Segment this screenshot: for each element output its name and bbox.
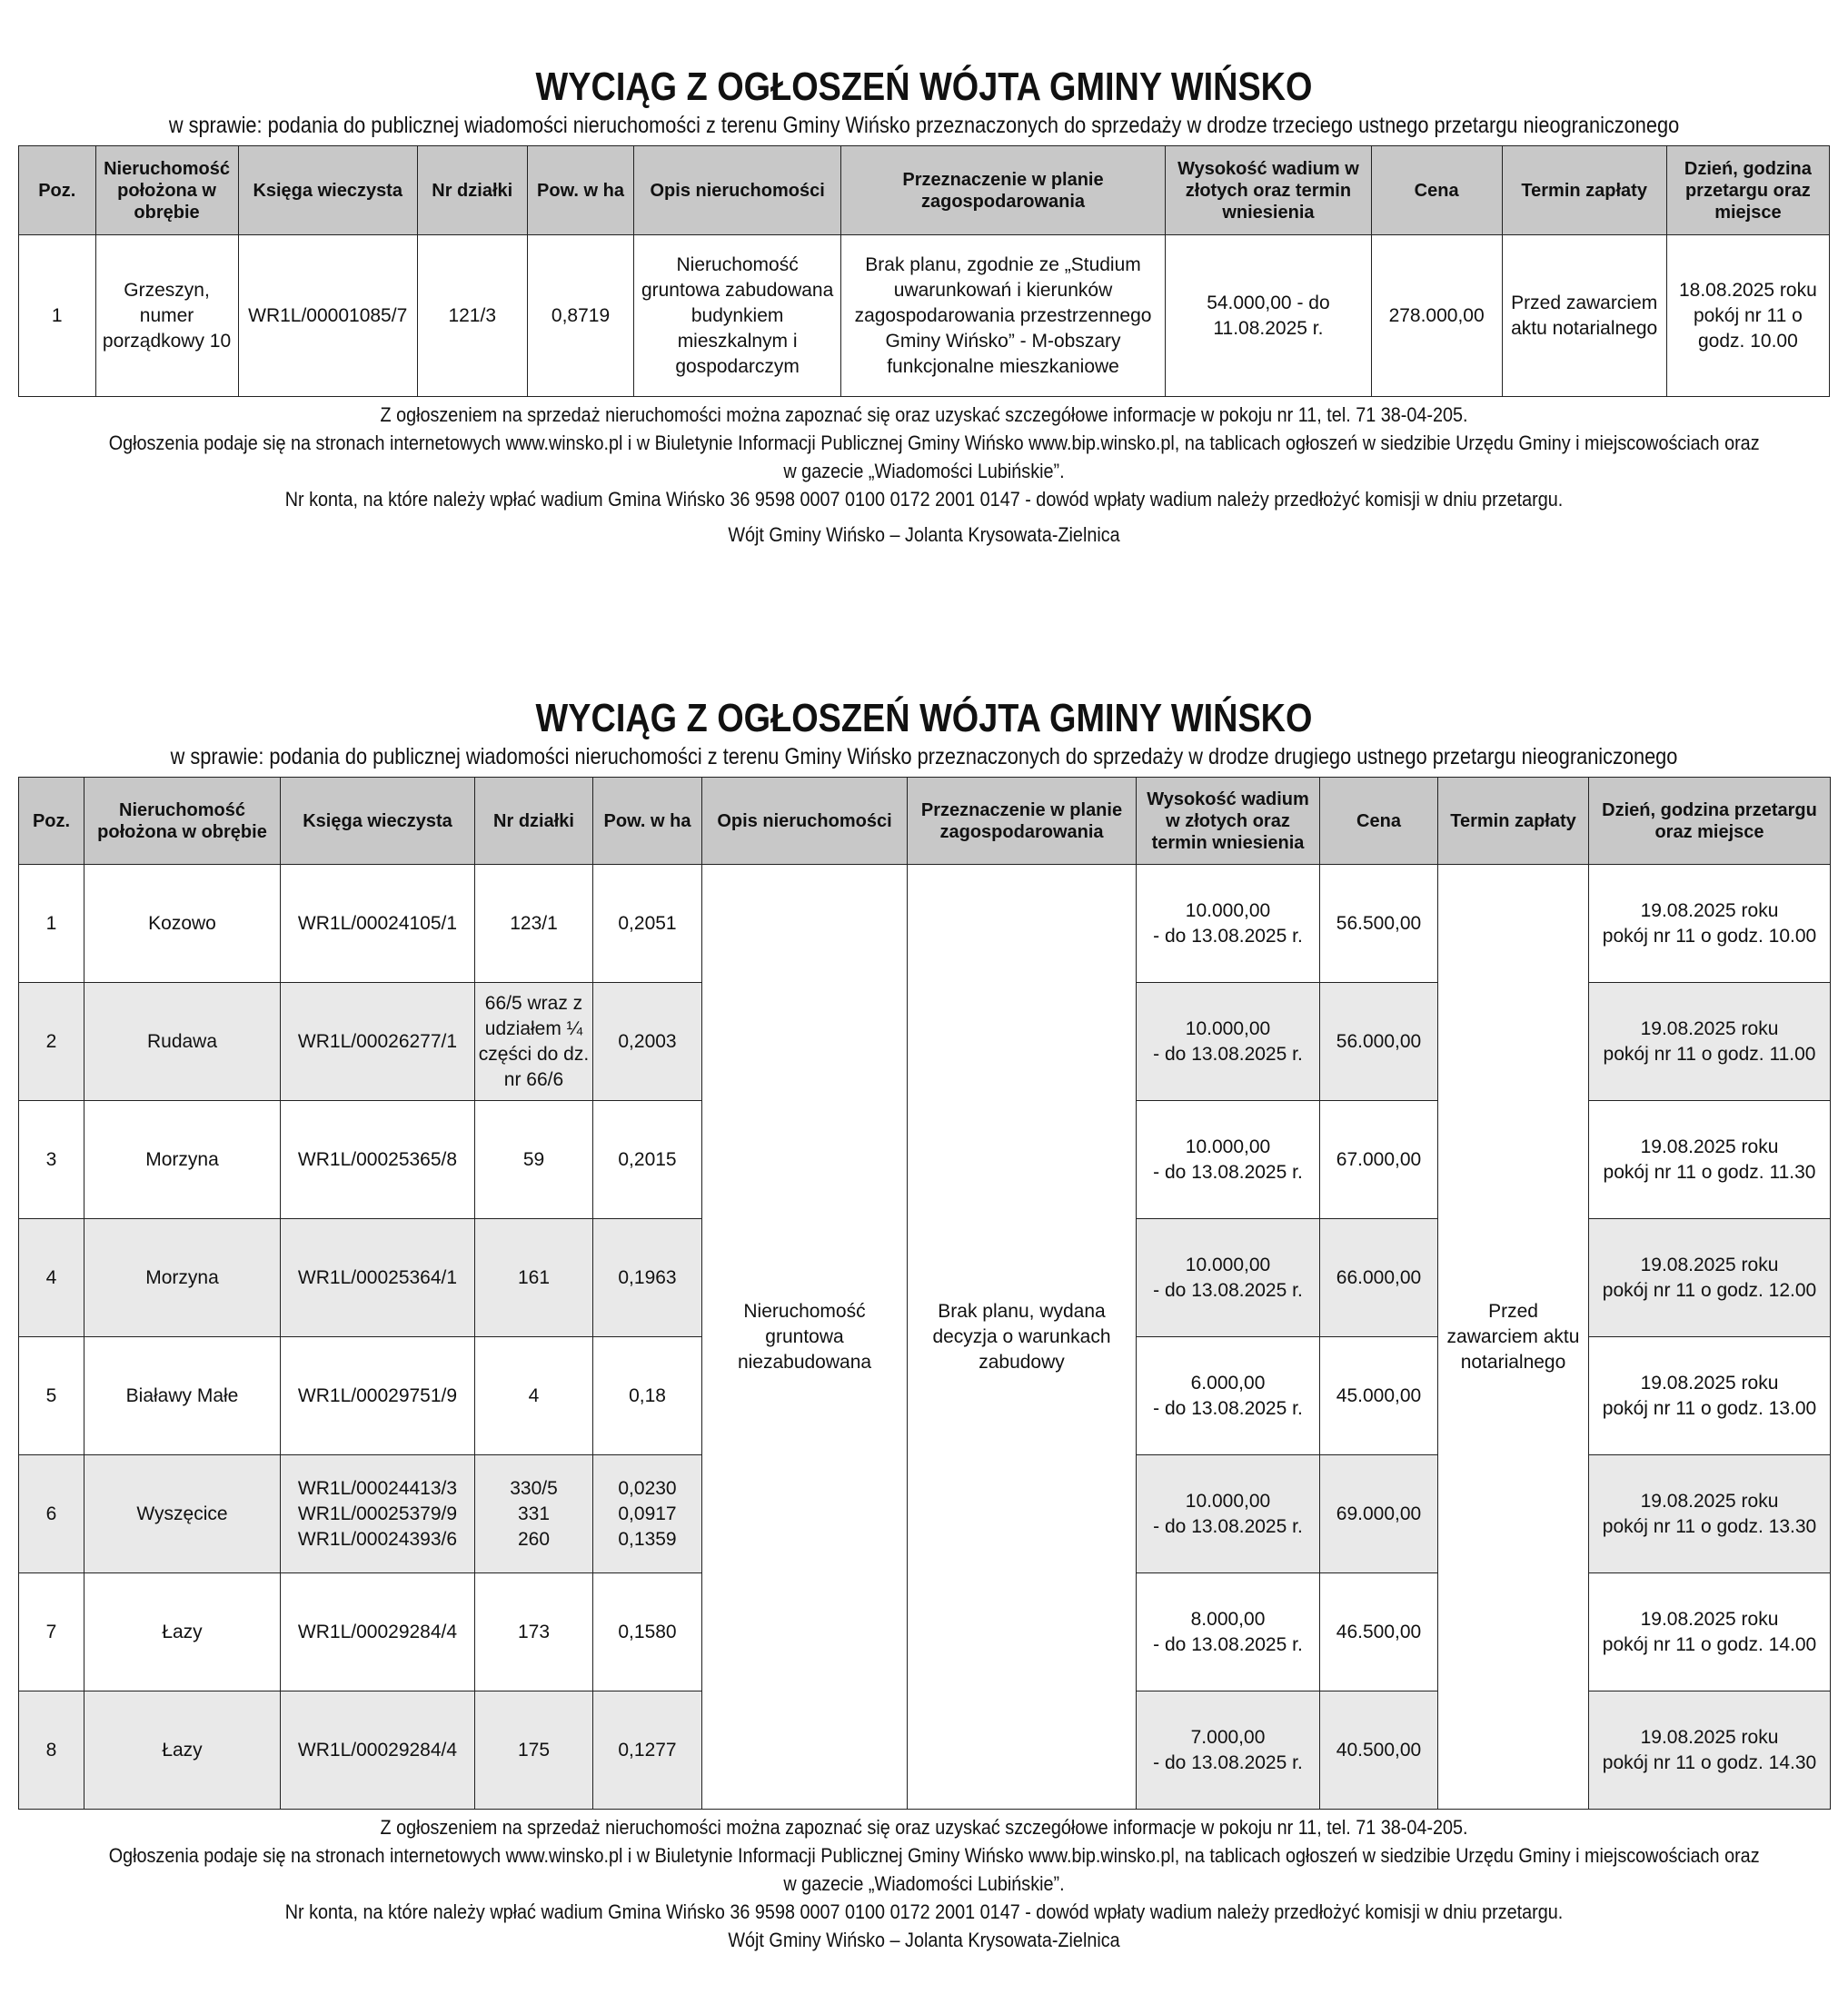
notice-title: WYCIĄG Z OGŁOSZEŃ WÓJTA GMINY WIŃSKO xyxy=(535,696,1313,740)
notice-second-auction xyxy=(18,695,1830,1954)
header-cena: Cena xyxy=(1371,146,1502,235)
cell-cena: 278.000,00 xyxy=(1371,235,1502,397)
cell-cena: 56.000,00 xyxy=(1320,983,1438,1101)
cell-ksiega: WR1L/00029284/4 xyxy=(281,1691,475,1810)
cell-cena: 66.000,00 xyxy=(1320,1219,1438,1337)
notice-footer xyxy=(18,1813,1830,1954)
cell-cena: 69.000,00 xyxy=(1320,1455,1438,1573)
cell-ksiega: WR1L/00024413/3 WR1L/00025379/9 WR1L/00024393/6 xyxy=(281,1455,475,1573)
cell-wadium: 54.000,00 - do 11.08.2025 r. xyxy=(1166,235,1371,397)
cell-dzialka: 4 xyxy=(475,1337,593,1455)
cell-poz: 8 xyxy=(19,1691,84,1810)
cell-obreb: Łazy xyxy=(84,1573,281,1691)
footer-line: Ogłoszenia podaje się na stronach internetowych www.winsko.pl i w Biuletynie Informacji Publicznej Gminy Wińsko www.bip.winsko.pl, na tablicach ogłoszeń w siedzibie Urzędu Gminy i miejscowościach oraz xyxy=(108,1844,1760,1867)
header-poz: Poz. xyxy=(19,778,84,865)
cell-dzialka: 161 xyxy=(475,1219,593,1337)
cell-ksiega: WR1L/00026277/1 xyxy=(281,983,475,1101)
footer-line: Nr konta, na które należy wpłać wadium Gmina Wińsko 36 9598 0007 0100 0172 2001 0147 - dowód wpłaty wadium należy przedłożyć komisji w dniu przetargu. xyxy=(284,1900,1564,1923)
cell-ksiega: WR1L/00001085/7 xyxy=(238,235,417,397)
table-row xyxy=(19,235,1830,397)
footer-line: Ogłoszenia podaje się na stronach internetowych www.winsko.pl i w Biuletynie Informacji Publicznej Gminy Wińsko www.bip.winsko.pl, na tablicach ogłoszeń w siedzibie Urzędu Gminy i miejscowościach oraz xyxy=(108,432,1760,454)
header-cena: Cena xyxy=(1320,778,1438,865)
cell-pow: 0,2051 xyxy=(593,865,702,983)
cell-obreb: Rudawa xyxy=(84,983,281,1101)
cell-opis: Nieruchomość gruntowa zabudowana budynkiem mieszkalnym i gospodarczym xyxy=(634,235,840,397)
property-table xyxy=(18,145,1830,397)
cell-dzien: 19.08.2025 roku pokój nr 11 o godz. 11.30 xyxy=(1589,1101,1831,1219)
cell-pow: 0,1277 xyxy=(593,1691,702,1810)
cell-pow: 0,8719 xyxy=(527,235,634,397)
cell-dzien: 19.08.2025 roku pokój nr 11 o godz. 13.00 xyxy=(1589,1337,1831,1455)
cell-pow: 0,1963 xyxy=(593,1219,702,1337)
cell-ksiega: WR1L/00025365/8 xyxy=(281,1101,475,1219)
table-header-row xyxy=(19,778,1831,865)
header-ksiega: Księga wieczysta xyxy=(238,146,417,235)
cell-dzialka: 330/5 331 260 xyxy=(475,1455,593,1573)
cell-wadium: 10.000,00 - do 13.08.2025 r. xyxy=(1137,1101,1320,1219)
property-table xyxy=(18,777,1831,1810)
cell-dzien: 19.08.2025 roku pokój nr 11 o godz. 13.30 xyxy=(1589,1455,1831,1573)
header-obreb: Nieruchomość położona w obrębie xyxy=(84,778,281,865)
cell-wadium: 10.000,00 - do 13.08.2025 r. xyxy=(1137,1455,1320,1573)
table-row xyxy=(19,865,1831,983)
header-poz: Poz. xyxy=(19,146,96,235)
header-dzien: Dzień, godzina przetargu oraz miejsce xyxy=(1589,778,1831,865)
cell-przeznaczenie: Brak planu, wydana decyzja o warunkach zabudowy xyxy=(908,865,1137,1810)
cell-poz: 3 xyxy=(19,1101,84,1219)
table-header-row xyxy=(19,146,1830,235)
notice-third-auction xyxy=(18,64,1830,549)
cell-cena: 67.000,00 xyxy=(1320,1101,1438,1219)
cell-dzialka: 173 xyxy=(475,1573,593,1691)
header-dzialka: Nr działki xyxy=(417,146,527,235)
cell-obreb: Białawy Małe xyxy=(84,1337,281,1455)
header-przeznaczenie: Przeznaczenie w planie zagospodarowania xyxy=(908,778,1137,865)
header-przeznaczenie: Przeznaczenie w planie zagospodarowania xyxy=(840,146,1165,235)
header-opis: Opis nieruchomości xyxy=(634,146,840,235)
cell-dzialka: 123/1 xyxy=(475,865,593,983)
cell-przeznaczenie: Brak planu, zgodnie ze „Studium uwarunkowań i kierunków zagospodarowania przestrzennego Gminy Wińsko” - M-obszary funkcjonalne mieszkaniowe xyxy=(840,235,1165,397)
cell-dzien: 19.08.2025 roku pokój nr 11 o godz. 11.00 xyxy=(1589,983,1831,1101)
cell-poz: 5 xyxy=(19,1337,84,1455)
cell-cena: 45.000,00 xyxy=(1320,1337,1438,1455)
cell-dzien: 19.08.2025 roku pokój nr 11 o godz. 10.00 xyxy=(1589,865,1831,983)
cell-obreb: Wyszęcice xyxy=(84,1455,281,1573)
footer-line: Nr konta, na które należy wpłać wadium Gmina Wińsko 36 9598 0007 0100 0172 2001 0147 - dowód wpłaty wadium należy przedłożyć komisji w dniu przetargu. xyxy=(284,488,1564,511)
header-pow: Pow. w ha xyxy=(527,146,634,235)
cell-dzien: 19.08.2025 roku pokój nr 11 o godz. 14.30 xyxy=(1589,1691,1831,1810)
cell-pow: 0,2015 xyxy=(593,1101,702,1219)
cell-wadium: 10.000,00 - do 13.08.2025 r. xyxy=(1137,1219,1320,1337)
cell-poz: 6 xyxy=(19,1455,84,1573)
cell-poz: 1 xyxy=(19,865,84,983)
cell-wadium: 10.000,00 - do 13.08.2025 r. xyxy=(1137,983,1320,1101)
cell-obreb: Łazy xyxy=(84,1691,281,1810)
header-pow: Pow. w ha xyxy=(593,778,702,865)
cell-pow: 0,18 xyxy=(593,1337,702,1455)
cell-ksiega: WR1L/00024105/1 xyxy=(281,865,475,983)
cell-dzialka: 59 xyxy=(475,1101,593,1219)
footer-line: Z ogłoszeniem na sprzedaż nieruchomości można zapoznać się oraz uzyskać szczegółowe informacje w pokoju nr 11, tel. 71 38-04-205. xyxy=(380,403,1468,426)
header-opis: Opis nieruchomości xyxy=(702,778,908,865)
signature: Wójt Gminy Wińsko – Jolanta Krysowata-Zielnica xyxy=(728,1929,1120,1951)
notice-title: WYCIĄG Z OGŁOSZEŃ WÓJTA GMINY WIŃSKO xyxy=(535,64,1313,109)
cell-dzien: 18.08.2025 roku pokój nr 11 o godz. 10.00 xyxy=(1666,235,1829,397)
cell-obreb: Morzyna xyxy=(84,1101,281,1219)
cell-obreb: Grzeszyn, numer porządkowy 10 xyxy=(95,235,238,397)
footer-line: Z ogłoszeniem na sprzedaż nieruchomości można zapoznać się oraz uzyskać szczegółowe informacje w pokoju nr 11, tel. 71 38-04-205. xyxy=(380,1816,1468,1839)
header-dzien: Dzień, godzina przetargu oraz miejsce xyxy=(1666,146,1829,235)
cell-dzien: 19.08.2025 roku pokój nr 11 o godz. 14.00 xyxy=(1589,1573,1831,1691)
cell-termin: Przed zawarciem aktu notarialnego xyxy=(1438,865,1589,1810)
header-ksiega: Księga wieczysta xyxy=(281,778,475,865)
cell-wadium: 8.000,00 - do 13.08.2025 r. xyxy=(1137,1573,1320,1691)
footer-line: w gazecie „Wiadomości Lubińskie”. xyxy=(783,460,1065,482)
table-body xyxy=(19,865,1831,1810)
cell-obreb: Morzyna xyxy=(84,1219,281,1337)
cell-wadium: 6.000,00 - do 13.08.2025 r. xyxy=(1137,1337,1320,1455)
cell-cena: 40.500,00 xyxy=(1320,1691,1438,1810)
notice-subtitle: w sprawie: podania do publicznej wiadomości nieruchomości z terenu Gminy Wińsko przeznaczonych do sprzedaży w drodze drugiego ustnego przetargu nieograniczonego xyxy=(170,744,1678,769)
cell-pow: 0,1580 xyxy=(593,1573,702,1691)
cell-dzialka: 121/3 xyxy=(417,235,527,397)
cell-poz: 2 xyxy=(19,983,84,1101)
cell-poz: 7 xyxy=(19,1573,84,1691)
cell-ksiega: WR1L/00029751/9 xyxy=(281,1337,475,1455)
footer-line: w gazecie „Wiadomości Lubińskie”. xyxy=(783,1872,1065,1895)
cell-opis: Nieruchomość gruntowa niezabudowana xyxy=(702,865,908,1810)
notice-subtitle: w sprawie: podania do publicznej wiadomości nieruchomości z terenu Gminy Wińsko przeznaczonych do sprzedaży w drodze trzeciego ustnego przetargu nieograniczonego xyxy=(168,113,1680,138)
cell-dzialka: 66/5 wraz z udziałem ¼ części do dz. nr 66/6 xyxy=(475,983,593,1101)
cell-dzialka: 175 xyxy=(475,1691,593,1810)
cell-cena: 46.500,00 xyxy=(1320,1573,1438,1691)
cell-cena: 56.500,00 xyxy=(1320,865,1438,983)
header-termin: Termin zapłaty xyxy=(1502,146,1666,235)
cell-obreb: Kozowo xyxy=(84,865,281,983)
header-termin: Termin zapłaty xyxy=(1438,778,1589,865)
cell-poz: 4 xyxy=(19,1219,84,1337)
header-wadium: Wysokość wadium w złotych oraz termin wniesienia xyxy=(1166,146,1371,235)
notice-footer xyxy=(18,401,1830,549)
cell-ksiega: WR1L/00025364/1 xyxy=(281,1219,475,1337)
cell-wadium: 10.000,00 - do 13.08.2025 r. xyxy=(1137,865,1320,983)
header-obreb: Nieruchomość położona w obrębie xyxy=(95,146,238,235)
cell-ksiega: WR1L/00029284/4 xyxy=(281,1573,475,1691)
cell-dzien: 19.08.2025 roku pokój nr 11 o godz. 12.00 xyxy=(1589,1219,1831,1337)
cell-pow: 0,0230 0,0917 0,1359 xyxy=(593,1455,702,1573)
cell-poz: 1 xyxy=(19,235,96,397)
signature: Wójt Gminy Wińsko – Jolanta Krysowata-Zielnica xyxy=(728,523,1120,546)
cell-termin: Przed zawarciem aktu notarialnego xyxy=(1502,235,1666,397)
header-dzialka: Nr działki xyxy=(475,778,593,865)
cell-wadium: 7.000,00 - do 13.08.2025 r. xyxy=(1137,1691,1320,1810)
cell-pow: 0,2003 xyxy=(593,983,702,1101)
header-wadium: Wysokość wadium w złotych oraz termin wniesienia xyxy=(1137,778,1320,865)
